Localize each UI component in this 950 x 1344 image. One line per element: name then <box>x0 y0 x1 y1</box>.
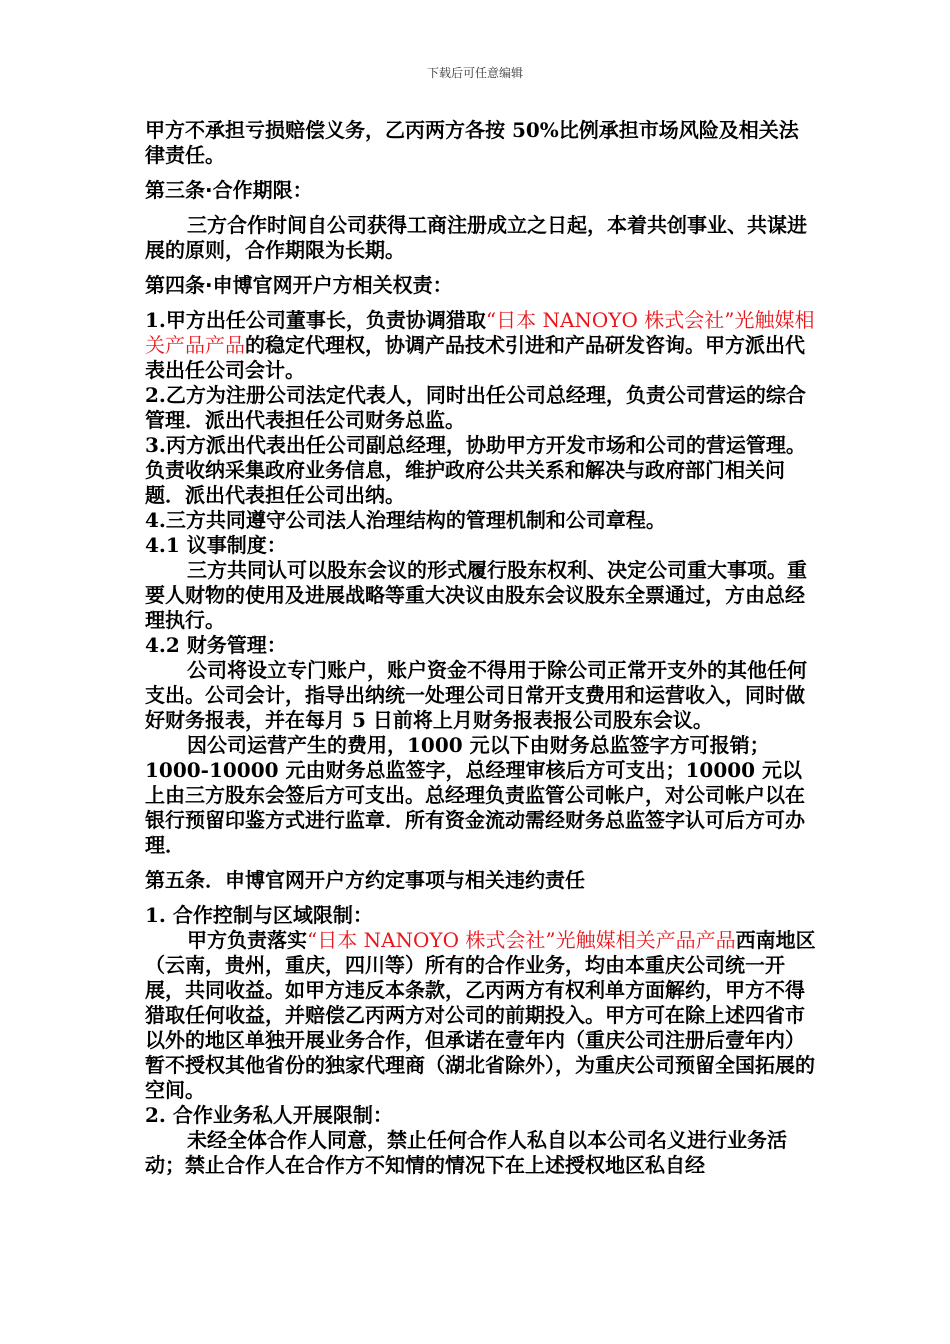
article-4-1-text: 三方共同认可以股东会议的形式履行股东权利、决定公司重大事项。重要人财物的使用及进展战略等重大决议由股东会议股东全票通过，方由总经理执行。 <box>145 558 807 632</box>
item-5-1-text-b: 西南地区（云南，贵州，重庆，四川等）所有的合作业务，均由本重庆公司统一开展，共同收益。如甲方违反本条款，乙丙两方有权利单方面解约，甲方不得猎取任何收益，并赔偿乙丙两方对公司的前期投入。甲方可在除上述四省市以外的地区单独开展业务合作，但承诺在壹年内（重庆公司注册后壹年内）暂不授权其他省份的独家代理商（湖北省除外），为重庆公司预留全国拓展的空间。 <box>145 928 816 1102</box>
article-3-heading: 第三条·合作期限： <box>145 178 313 202</box>
article-5-item-1-heading: 1. 合作控制与区域限制： <box>145 903 373 927</box>
article-4-item-4: 4.三方共同遵守公司法人治理结构的管理机制和公司章程。 <box>145 508 666 532</box>
article-5-heading: 第五条．申博官网开户方约定事项与相关违约责任 <box>145 868 585 892</box>
item-5-1-text-a: 甲方负责落实 <box>187 928 307 952</box>
article-4-2-heading: 4.2 财务管理： <box>145 633 287 657</box>
article-4-2-text-2: 因公司运营产生的费用，1000 元以下由财务总监签字方可报销；1000-10000 元由财务总监签字，总经理审核后方可支出；10000 元以上由三方股东会签后方可支出。总经理负责监管公司帐户，对公司帐户以在银行预留印鉴方式进行监章．所有资金流动需经财务总监签字认可后方可办理． <box>145 733 805 857</box>
article-4-heading: 第四条·申博官网开户方相关权责： <box>145 273 453 297</box>
page-header: 下载后可任意编辑 <box>426 66 523 80</box>
item-1-text-a: 1.甲方出任公司董事长，负责协调猎取 <box>145 308 486 332</box>
article-4-1-heading: 4.1 议事制度： <box>145 533 287 557</box>
article-4-item-1 <box>145 308 817 383</box>
article-3-text: 三方合作时间自公司获得工商注册成立之日起，本着共创事业、共谋进展的原则，合作期限为长期。 <box>145 213 807 262</box>
document-body <box>145 118 817 1178</box>
item-5-1-product-highlight: “日本 NANOYO 株式会社”光触媒相关产品产品 <box>307 928 736 952</box>
article-5-item-1-text <box>145 928 817 1103</box>
article-4-item-2: 2.乙方为注册公司法定代表人，同时出任公司总经理，负责公司营运的综合管理．派出代表担任公司财务总监。 <box>145 383 806 432</box>
article-5-item-2-heading: 2. 合作业务私人开展限制： <box>145 1103 393 1127</box>
item-1-product-highlight: “日本 NANOYO 株式会社”光触媒相关产品产品 <box>145 308 815 357</box>
article-5-item-2-text: 未经全体合作人同意，禁止任何合作人私自以本公司名义进行业务活动；禁止合作人在合作方不知情的情况下在上述授权地区私自经 <box>145 1128 787 1177</box>
paragraph-liability: 甲方不承担亏损赔偿义务，乙丙两方各按 50%比例承担市场风险及相关法律责任。 <box>145 118 799 167</box>
item-1-text-b: 的稳定代理权，协调产品技术引进和产品研发咨询。甲方派出代表出任公司会计。 <box>145 333 805 382</box>
article-4-item-3: 3.丙方派出代表出任公司副总经理，协助甲方开发市场和公司的营运管理。负责收纳采集政府业务信息，维护政府公共关系和解决与政府部门相关问题．派出代表担任公司出纳。 <box>145 433 806 507</box>
article-4-2-text-1: 公司将设立专门账户，账户资金不得用于除公司正常开支外的其他任何支出。公司会计，指导出纳统一处理公司日常开支费用和运营收入，同时做好财务报表，并在每月 5 日前将上月财务报表报公司股东会议。 <box>145 658 807 732</box>
